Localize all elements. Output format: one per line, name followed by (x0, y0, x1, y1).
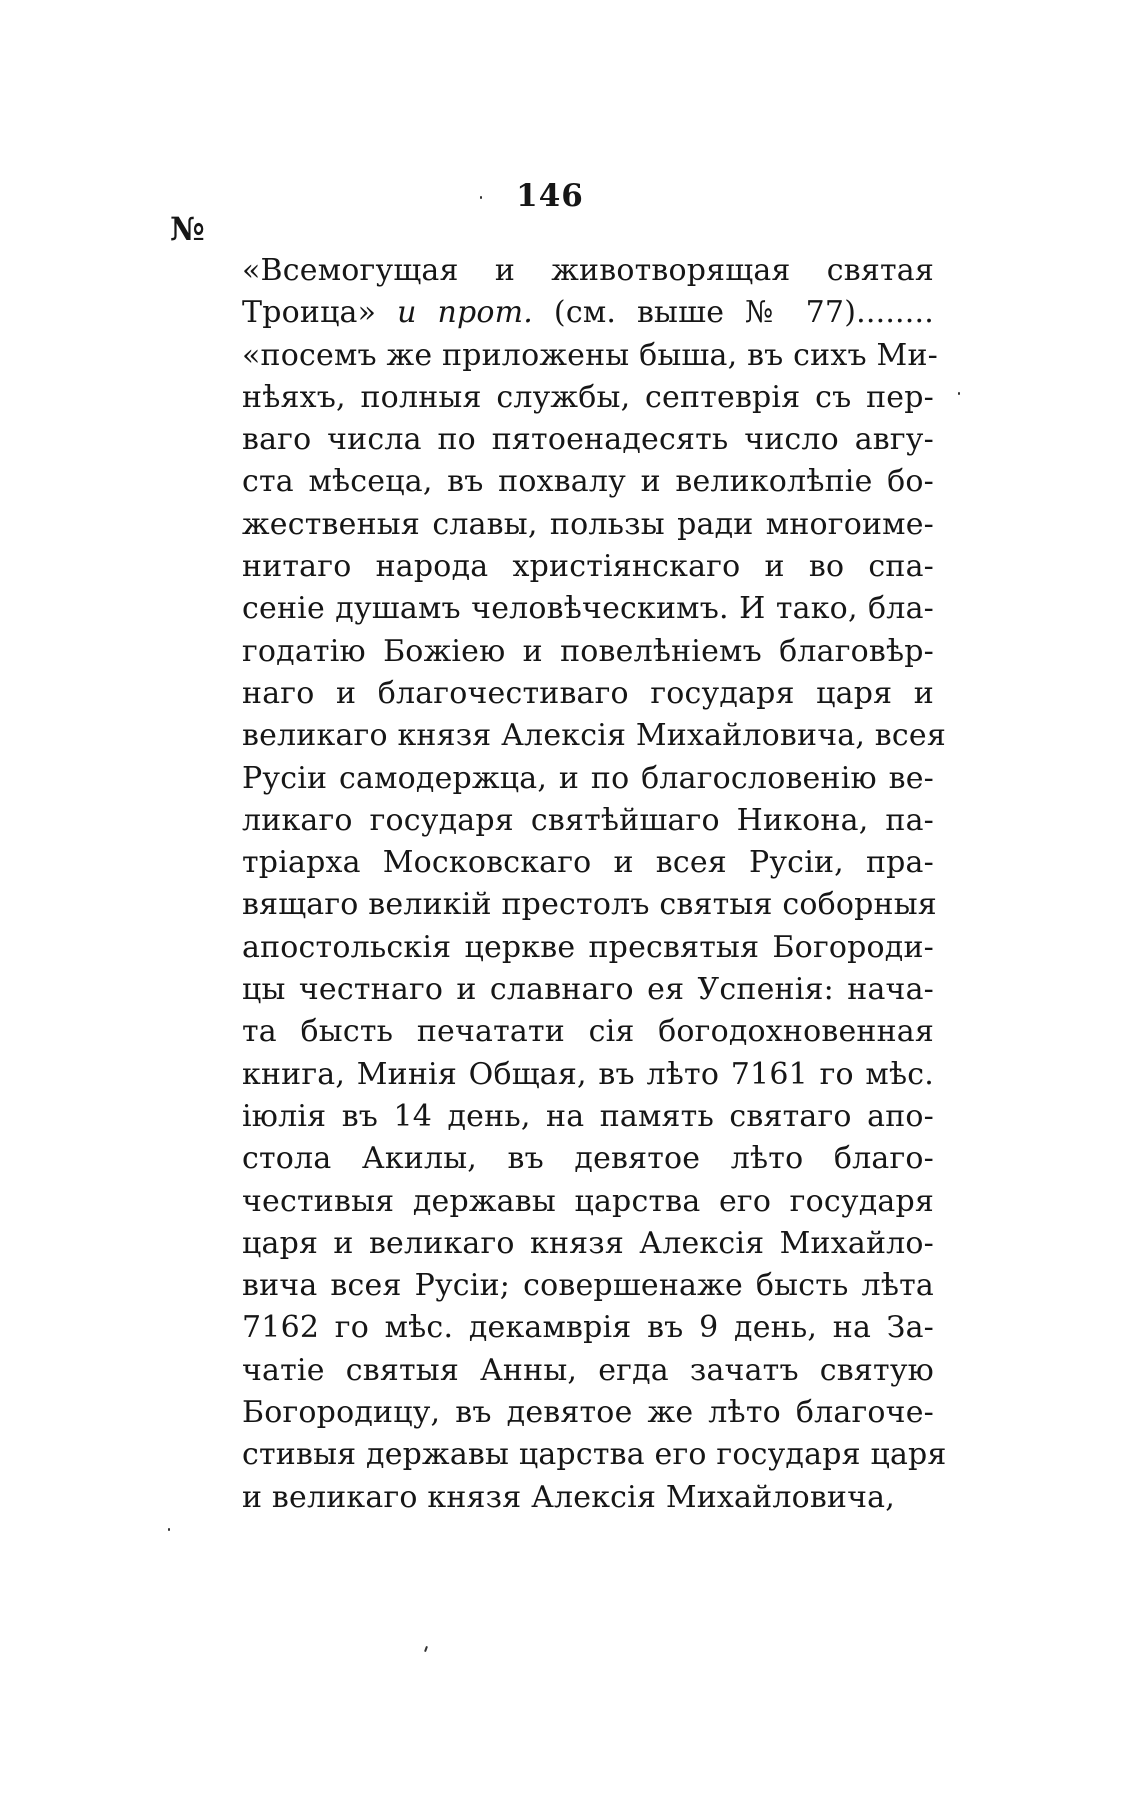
text-line: іюлія въ 14 день, на память святаго апо- (242, 1098, 934, 1134)
page-number: 146 (516, 178, 584, 214)
text-line: 7162 го мѣс. декамврія въ 9 день, на За- (242, 1310, 934, 1346)
text-line: сеніе душамъ человѣческимъ. И тако, бла- (242, 591, 934, 627)
text-line: апостольскія церкве пресвятыя Богороди- (242, 929, 934, 965)
italic-abbreviation: и прот. (397, 295, 534, 331)
text-line: Троица» и прот. (см. выше № 77)........ (242, 295, 934, 331)
text-line: нитаго народа христіянскаго и во спа- (242, 549, 934, 585)
print-speck (958, 392, 960, 395)
text-line: чатіе святыя Анны, егда зачатъ святую (242, 1352, 934, 1388)
print-speck (424, 1646, 428, 1652)
text-line: наго и благочестиваго государя царя и (242, 675, 934, 711)
text-line: вича всея Русіи; совершенаже бысть лѣта (242, 1268, 934, 1304)
text-line: царя и великаго князя Алексія Михайло- (242, 1225, 934, 1261)
text-line: «Всемогущая и животворящая святая (242, 253, 934, 288)
print-speck (480, 196, 482, 199)
text-line: книга, Минія Общая, въ лѣто 7161 го мѣс. (242, 1056, 934, 1092)
text-line: ликаго государя святѣйшаго Никона, па- (242, 802, 934, 838)
text-line: та бысть печатати сія богодохновенная (242, 1014, 934, 1050)
margin-number-mark: № (170, 210, 205, 248)
text-line: Богородицу, въ девятое же лѣто благоче- (242, 1395, 934, 1431)
text-line: жественыя славы, пользы ради многоиме- (242, 506, 934, 542)
text-line: стивыя державы царства его государя царя (242, 1437, 947, 1473)
text-line: годатію Божіею и повелѣніемъ благовѣр- (242, 633, 934, 669)
text-line: цы честнаго и славнаго ея Успенія: нача- (242, 972, 934, 1008)
body-text (242, 250, 947, 1519)
text-line: ваго числа по пятоенадесять число авгу- (242, 422, 934, 458)
print-speck (168, 1528, 170, 1531)
text-line: вящаго великій престолъ святыя соборныя (242, 887, 937, 923)
text-line: честивыя державы царства его государя (242, 1183, 934, 1219)
text-line: и великаго князя Алексія Михайловича, (242, 1479, 895, 1515)
text-line: великаго князя Алексія Михайловича, всея (242, 718, 946, 754)
text-line: нѣяхъ, полныя службы, септеврія съ пер- (242, 379, 934, 415)
text-line: ста мѣсеца, въ похвалу и великолѣпіе бо- (242, 464, 934, 500)
text-line: стола Акилы, въ девятое лѣто благо- (242, 1141, 934, 1177)
text-line: «посемъ же приложены быша, въ сихъ Ми- (242, 337, 938, 373)
text-line: Русіи самодержца, и по благословенію ве- (242, 760, 934, 796)
text-line: тріарха Московскаго и всея Русіи, пра- (242, 845, 934, 881)
